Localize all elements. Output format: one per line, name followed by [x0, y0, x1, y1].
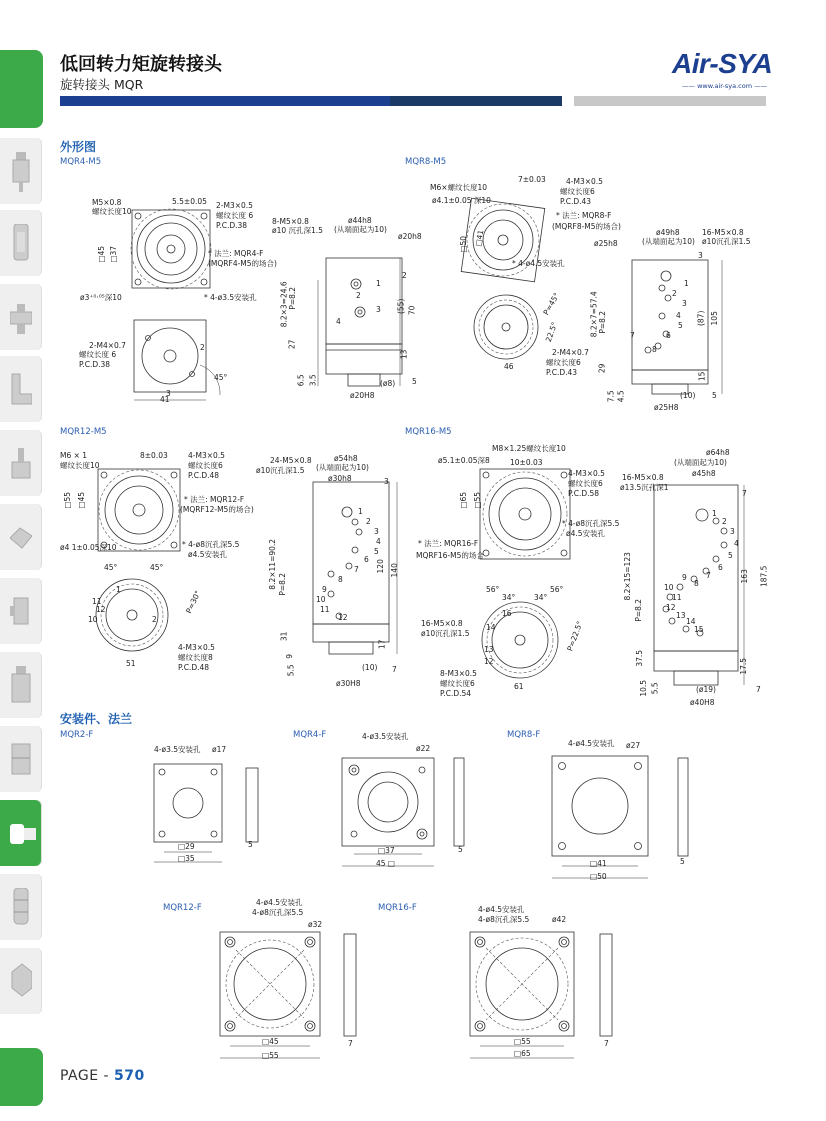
mqr12-l5: P.C.D.48	[188, 471, 220, 480]
rotary-joint-icon	[10, 814, 36, 854]
mqr16-l20: 螺纹长度6	[440, 679, 475, 688]
mqr16-s25: 9	[682, 573, 687, 582]
mqr8-s10: ø25H8	[654, 403, 679, 412]
mqr12-s10: 5.5	[286, 664, 296, 677]
mqr12-l4: 螺纹长度6	[188, 461, 223, 470]
mqr16-l2: 10±0.03	[510, 458, 543, 467]
mqr8-s3: ø25h8	[594, 239, 618, 248]
mqr4-s15: 2	[402, 271, 407, 280]
mqr8-l9: □41	[473, 229, 486, 248]
mqr16-s6: 8.2×15=123	[622, 552, 632, 601]
bottom-green-tab	[0, 1048, 43, 1106]
mqr12-s28: 12	[338, 613, 348, 622]
header-bar-navy	[390, 96, 562, 106]
mqr8-s5: 8.2×7=57.4	[589, 291, 599, 338]
mqr12-s11: ø30H8	[336, 679, 361, 688]
sidebar-tab-3[interactable]	[0, 284, 42, 350]
mqr16-s4: ø13.5沉孔深1	[620, 483, 669, 492]
sidebar-tab-rotary-joint[interactable]	[0, 800, 42, 866]
mqr8-l7: (MQRF8-M5的场合)	[552, 222, 621, 231]
flange-2-dia: ø27	[626, 741, 641, 750]
mqr4-l18: 41	[160, 395, 170, 404]
mqr16-s8: 37.5	[635, 649, 645, 667]
mqr12-l1: 螺纹长度10	[60, 461, 100, 470]
mqr12-l19: 51	[126, 659, 136, 668]
solenoid-icon	[10, 518, 32, 558]
page-title: 低回转力矩旋转接头	[60, 54, 222, 75]
sidebar-tab-4[interactable]	[0, 356, 42, 422]
flange-3-outer: □55	[262, 1051, 279, 1060]
mqr16-l0: M8×1.25螺纹长度10	[492, 444, 566, 453]
mqr16-s2: 16-M5×0.8	[622, 473, 664, 482]
mqr16-model: MQR16-M5	[405, 427, 452, 437]
mqr8-l14: 螺纹长度6	[546, 358, 581, 367]
mqr12-l9: □45	[77, 491, 87, 509]
mqr12-l23: 1	[116, 585, 121, 594]
flange-4-hole: 4-ø4.5安装孔	[478, 905, 525, 914]
mqr16-l7: □55	[473, 491, 483, 509]
mqr12-l21: 10	[88, 615, 98, 624]
flange-0-inner: □29	[178, 842, 195, 851]
mqr12-s27: 11	[320, 605, 330, 614]
mqr4-s12: (55)	[396, 298, 406, 315]
mqr8-s18: 2	[672, 289, 677, 298]
mqr8-s8: 7.5	[606, 390, 616, 403]
mqr8-s1: (从端面起为10)	[642, 237, 695, 246]
accessory-icon	[10, 962, 32, 1002]
mqr4-l11: * 4-ø3.5安装孔	[204, 293, 257, 302]
mqr4-s7: 27	[287, 339, 297, 350]
flange-2-model: MQR8-F	[507, 730, 541, 740]
mqr12-l6: * 法兰: MQR12-F	[184, 495, 245, 504]
mqr4-s18: 2	[356, 291, 361, 300]
sidebar-tab-8[interactable]	[0, 652, 42, 718]
gripper-icon	[10, 592, 32, 632]
flange-0-model: MQR2-F	[60, 730, 94, 740]
mqr16-l23: 16	[502, 609, 512, 618]
flange-3-hole: 4-ø4.5安装孔	[256, 898, 303, 907]
mqr16-l25: 13	[484, 645, 494, 654]
mqr8-s14: 105	[709, 311, 719, 326]
mqr8-s2: 16-M5×0.8	[702, 228, 744, 237]
mqr16-l19: 8-M3×0.5	[440, 669, 477, 678]
flange-1-hole: 4-ø3.5安装孔	[362, 732, 409, 741]
mqr12-s19: 3	[374, 527, 379, 536]
mqr12-s4: ø30h8	[328, 474, 352, 483]
mqr16-l15: 56°	[550, 585, 564, 594]
mqr12-l16: 4-M3×0.5	[178, 643, 215, 652]
mqr12-l3: 4-M3×0.5	[188, 451, 225, 460]
mqr16-l10: * 法兰: MQR16-F	[418, 539, 479, 548]
mqr16-side-drawing	[640, 475, 750, 715]
mqr12-s7: P=8.2	[278, 572, 288, 596]
flange-4-model: MQR16-F	[378, 903, 417, 913]
page-number	[60, 1068, 145, 1084]
flange-0-dia: ø17	[212, 745, 227, 754]
mqr4-s19: 3	[376, 305, 381, 314]
fitting-icon	[10, 370, 32, 410]
flange-1-drawing	[338, 754, 478, 874]
mqr12-s24: 8	[338, 575, 343, 584]
flange-2-inner: □41	[590, 859, 607, 868]
mqr4-l2: 5.5±0.05	[172, 197, 207, 206]
mqr4-l6: * 法兰: MQR4-F	[208, 249, 264, 258]
mqr16-l26: 12	[484, 657, 494, 666]
mqr16-s29: 13	[676, 611, 686, 620]
mqr16-s13: 163	[739, 569, 749, 584]
mqr8-l15: P.C.D.43	[546, 368, 578, 377]
mqr12-l15: P=30°	[184, 589, 203, 615]
mqr16-s23: 7	[706, 571, 711, 580]
flange-3-hole2: 4-ø8沉孔深5.5	[252, 908, 304, 917]
mqr16-s10: 5.5	[650, 682, 660, 695]
mqr12-s17: 1	[358, 507, 363, 516]
mqr4-l4: 螺纹长度 6	[216, 211, 254, 220]
mqr12-s26: 10	[316, 595, 326, 604]
mqr16-s5: 7	[742, 489, 747, 498]
mqr12-s9: 9	[285, 653, 295, 659]
sidebar-tab-6[interactable]	[0, 504, 42, 570]
mqr16-s30: 14	[686, 617, 696, 626]
mqr4-model: MQR4-M5	[60, 157, 102, 167]
mqr16-l4: 螺纹长度6	[568, 479, 603, 488]
flange-3-model: MQR12-F	[163, 903, 202, 913]
mqr16-s21: 5	[728, 551, 733, 560]
mqr12-s0: 24-M5×0.8	[270, 456, 312, 465]
mqr16-l6: □65	[459, 491, 469, 509]
flange-1-inner: □37	[378, 846, 395, 855]
mqr16-l12: 56°	[486, 585, 500, 594]
mqr4-l3: 2-M3×0.5	[216, 201, 253, 210]
mqr16-s9: 10.5	[639, 679, 649, 697]
mqr8-s12: 3	[698, 251, 703, 260]
mqr4-s8: 6.5	[296, 374, 306, 387]
mqr4-l17: 45°	[214, 373, 228, 382]
mqr12-l22: 12	[96, 605, 106, 614]
mqr4-s2: ø44h8	[348, 216, 372, 225]
mqr16-s28: 12	[666, 603, 676, 612]
mqr16-s3: ø45h8	[692, 469, 716, 478]
mqr8-s19: 3	[682, 299, 687, 308]
flange-0-thk: 5	[248, 840, 253, 849]
mqr8-s16: 5	[712, 391, 717, 400]
mqr8-l8: □50	[459, 235, 469, 253]
mqr16-l5: P.C.D.58	[568, 489, 600, 498]
mqr16-l11: MQRF16-M5的场合	[416, 551, 484, 560]
mqr12-l2: 8±0.03	[140, 451, 168, 460]
mqr4-l16: 3	[166, 389, 171, 398]
mqr8-s9: 4.5	[616, 390, 626, 403]
flange-4-inner: □55	[514, 1037, 531, 1046]
mqr12-s2: ø54h8	[334, 454, 358, 463]
regulator-icon	[10, 444, 32, 484]
page-number-value: 570	[114, 1068, 145, 1084]
mqr16-s18: 2	[722, 517, 727, 526]
mqr16-s19: 3	[730, 527, 735, 536]
brand-logo: Air-SYA	[672, 48, 773, 79]
mqr16-s11: (ø19)	[696, 685, 716, 694]
mqr8-l6: * 法兰: MQR8-F	[556, 211, 612, 220]
mqr12-s18: 2	[366, 517, 371, 526]
top-green-tab	[0, 50, 43, 128]
mqr8-s7: 29	[597, 363, 607, 374]
mqr8-s20: 4	[676, 311, 681, 320]
mqr12-s13: 120	[375, 559, 385, 574]
flange-2-drawing	[548, 752, 698, 884]
mqr12-s5: 3	[384, 477, 389, 486]
mqr8-model: MQR8-M5	[405, 157, 447, 167]
sidebar-tab-9[interactable]	[0, 726, 42, 792]
mqr12-s8: 31	[279, 631, 289, 642]
mqr16-l13: 34°	[502, 593, 516, 602]
silencer-icon	[10, 888, 32, 928]
flange-3-thk: 7	[348, 1039, 353, 1048]
mqr16-s27: 11	[672, 593, 682, 602]
mqr8-s0: ø49h8	[656, 228, 680, 237]
mqr16-s20: 4	[734, 539, 739, 548]
flange-1-outer: 45 □	[376, 859, 396, 868]
mqr12-s23: 7	[354, 565, 359, 574]
mqr12-s16: 7	[392, 665, 397, 674]
mqr4-l15: 2	[200, 343, 205, 352]
mqr12-s22: 6	[364, 555, 369, 564]
mqr12-s1: ø10沉孔深1.5	[256, 466, 305, 475]
mqr16-l21: P.C.D.54	[440, 689, 472, 698]
flange-4-thk: 7	[604, 1039, 609, 1048]
mqr12-s14: 140	[389, 563, 399, 578]
header-bar-blue	[60, 96, 390, 106]
mqr4-s6: P=8.2	[288, 286, 298, 310]
flange-0-drawing	[150, 758, 270, 868]
mqr16-s12: ø40H8	[690, 698, 715, 707]
mqr8-s13: (87)	[696, 310, 706, 327]
mqr8-l5: ø4.1±0.05 深10	[432, 196, 491, 205]
filter-icon	[10, 224, 32, 264]
mqr4-s17: 1	[376, 279, 381, 288]
mqr8-s24: 8	[652, 345, 657, 354]
mqr4-l5: P.C.D.38	[216, 221, 248, 230]
mqr12-l20: 11	[92, 597, 102, 606]
mqr8-l3: 螺纹长度6	[560, 187, 595, 196]
mqr16-l16: 16-M5×0.8	[421, 619, 463, 628]
mqr4-s14: 13	[399, 349, 409, 360]
mqr12-l7: (MQRF12-M5的场合)	[180, 505, 254, 514]
mqr4-l9: □37	[109, 245, 119, 263]
flange-4-drawing	[466, 928, 626, 1063]
mqr4-s4: ø20h8	[398, 232, 422, 241]
mqr4-s3: (从端面起为10)	[334, 225, 387, 234]
mqr16-s22: 6	[718, 563, 723, 572]
mqr16-s16: 7	[756, 685, 761, 694]
mqr8-l13: 2-M4×0.7	[552, 348, 589, 357]
flange-4-outer: □65	[514, 1049, 531, 1058]
flange-3-dia: ø32	[308, 920, 323, 929]
mqr4-l13: 螺纹长度 6	[79, 350, 117, 359]
mqr12-s12: (10)	[362, 663, 378, 672]
mqr8-l0: M6×螺纹长度10	[430, 183, 488, 192]
mqr16-l1: ø5.1±0.05深8	[438, 456, 490, 465]
mqr16-l9: ø4.5安装孔	[566, 529, 606, 538]
flange-4-hole2: 4-ø8沉孔深5.5	[478, 915, 530, 924]
mqr12-l8: □55	[63, 491, 73, 509]
mqr4-l14: P.C.D.38	[79, 360, 111, 369]
mqr4-l0: M5×0.8	[92, 198, 122, 207]
mqr8-s11: (10)	[680, 391, 696, 400]
mqr12-s25: 9	[322, 585, 327, 594]
sidebar-tab-2[interactable]	[0, 210, 42, 276]
mqr4-l7: (MQRF4-M5的场合)	[208, 259, 277, 268]
sidebar-tab-5[interactable]	[0, 430, 42, 496]
flange-2-hole: 4-ø4.5安装孔	[568, 739, 615, 748]
mqr12-l14: 45°	[150, 563, 164, 572]
mqr12-s20: 4	[376, 537, 381, 546]
mqr16-l8: * 4-ø8沉孔深5.5	[562, 519, 620, 528]
flange-4-dia: ø42	[552, 915, 567, 924]
mqr12-l12: ø4.5安装孔	[188, 550, 228, 559]
page-subtitle: 旋转接头 MQR	[60, 77, 144, 92]
mqr16-l3: 4-M3×0.5	[568, 469, 605, 478]
sidebar-tab-7[interactable]	[0, 578, 42, 644]
sidebar-tab-1[interactable]	[0, 138, 42, 204]
mqr16-l24: 14	[486, 623, 496, 632]
sidebar-tab-12[interactable]	[0, 948, 42, 1014]
mqr12-l0: M6 × 1	[60, 451, 88, 460]
mqr12-s6: 8.2×11=90.2	[268, 538, 278, 590]
section-mount-title: 安装件、法兰	[60, 712, 133, 726]
mqr16-s0: ø64h8	[706, 448, 730, 457]
mqr16-s1: (从端面起为10)	[674, 458, 727, 467]
valve-icon	[10, 298, 32, 338]
mqr4-s1: ø10 沉孔深1.5	[272, 226, 323, 235]
mqr8-l10: * 4-ø4.5安装孔	[512, 259, 565, 268]
mqr4-s5: 8.2×3=24.6	[279, 281, 289, 328]
mqr4-s10: ø20H8	[350, 391, 375, 400]
section-outline-title: 外形图	[60, 140, 97, 154]
mqr8-l4: P.C.D.43	[560, 197, 592, 206]
mqr8-l16: 46	[504, 362, 514, 371]
flange-2-thk: 5	[680, 857, 685, 866]
mqr16-l18: P=22.5°	[565, 619, 585, 653]
mqr4-s11: (ø8)	[380, 379, 396, 388]
page-prefix: PAGE -	[60, 1068, 115, 1084]
mqr16-l17: ø10沉孔深1.5	[421, 629, 470, 638]
sidebar-tab-11[interactable]	[0, 874, 42, 940]
mqr16-s14: 187.5	[759, 565, 769, 588]
rotary-actuator-icon	[10, 740, 32, 780]
mqr4-l12: 2-M4×0.7	[89, 341, 126, 350]
mqr8-s21: 5	[678, 321, 683, 330]
mqr8-s23: 7	[630, 331, 635, 340]
mqr8-s6: P=8.2	[598, 310, 608, 334]
mqr12-l17: 螺纹长度8	[178, 653, 213, 662]
mqr12-l11: * 4-ø8沉孔深5.5	[182, 540, 240, 549]
flange-2-outer: □50	[590, 872, 607, 881]
mqr4-s9: 3.5	[308, 374, 318, 387]
flange-0-hole: 4-ø3.5安装孔	[154, 745, 201, 754]
mqr12-s15: 17	[377, 639, 387, 650]
flange-3-inner: □45	[262, 1037, 279, 1046]
mqr16-s17: 1	[712, 509, 717, 518]
header-bar-grey	[574, 96, 766, 106]
cylinder-icon	[10, 152, 32, 192]
mqr8-l1: 7±0.03	[518, 175, 546, 184]
mqr4-s0: 8-M5×0.8	[272, 217, 309, 226]
mqr8-s22: 6	[666, 331, 671, 340]
mqr8-s15: 15	[697, 371, 707, 382]
mqr12-s21: 5	[374, 547, 379, 556]
brand-url: —— www.air-sya.com ——	[682, 82, 768, 90]
flange-1-dia: ø22	[416, 744, 431, 753]
mqr16-l22: 61	[514, 682, 524, 691]
mqr8-s4: ø10沉孔深1.5	[702, 237, 751, 246]
mqr16-l14: 34°	[534, 593, 548, 602]
mqr8-s17: 1	[684, 279, 689, 288]
mqr16-s26: 10	[664, 583, 674, 592]
mqr12-l10: ø4 1±0.05深10	[60, 543, 117, 552]
mqr12-model: MQR12-M5	[60, 427, 107, 437]
mqr4-l8: □45	[97, 245, 107, 263]
mqr16-s7: P=8.2	[634, 598, 644, 622]
mqr4-l1: 螺纹长度10	[92, 207, 132, 216]
mqr4-s20: 4	[336, 317, 341, 326]
mqr12-s3: (从端面起为10)	[316, 463, 369, 472]
mqr16-s24: 8	[694, 579, 699, 588]
mqr12-l18: P.C.D.48	[178, 663, 210, 672]
mqr8-l12: 22.5°	[543, 320, 560, 344]
mqr4-s13: 70	[407, 305, 417, 316]
mqr12-l24: 2	[152, 615, 157, 624]
mqr4-s16: 5	[412, 377, 417, 386]
mqr12-l13: 45°	[104, 563, 118, 572]
mqr8-l2: 4-M3×0.5	[566, 177, 603, 186]
mqr8-l11: P=45°	[541, 291, 562, 317]
flange-0-outer: □35	[178, 854, 195, 863]
slide-table-icon	[10, 666, 32, 706]
mqr4-l10: ø3⁺⁰·⁰⁵深10	[80, 293, 122, 302]
mqr16-s31: 15	[694, 625, 704, 634]
flange-1-model: MQR4-F	[293, 730, 327, 740]
mqr16-s15: 17.5	[739, 657, 749, 675]
flange-1-thk: 5	[458, 845, 463, 854]
